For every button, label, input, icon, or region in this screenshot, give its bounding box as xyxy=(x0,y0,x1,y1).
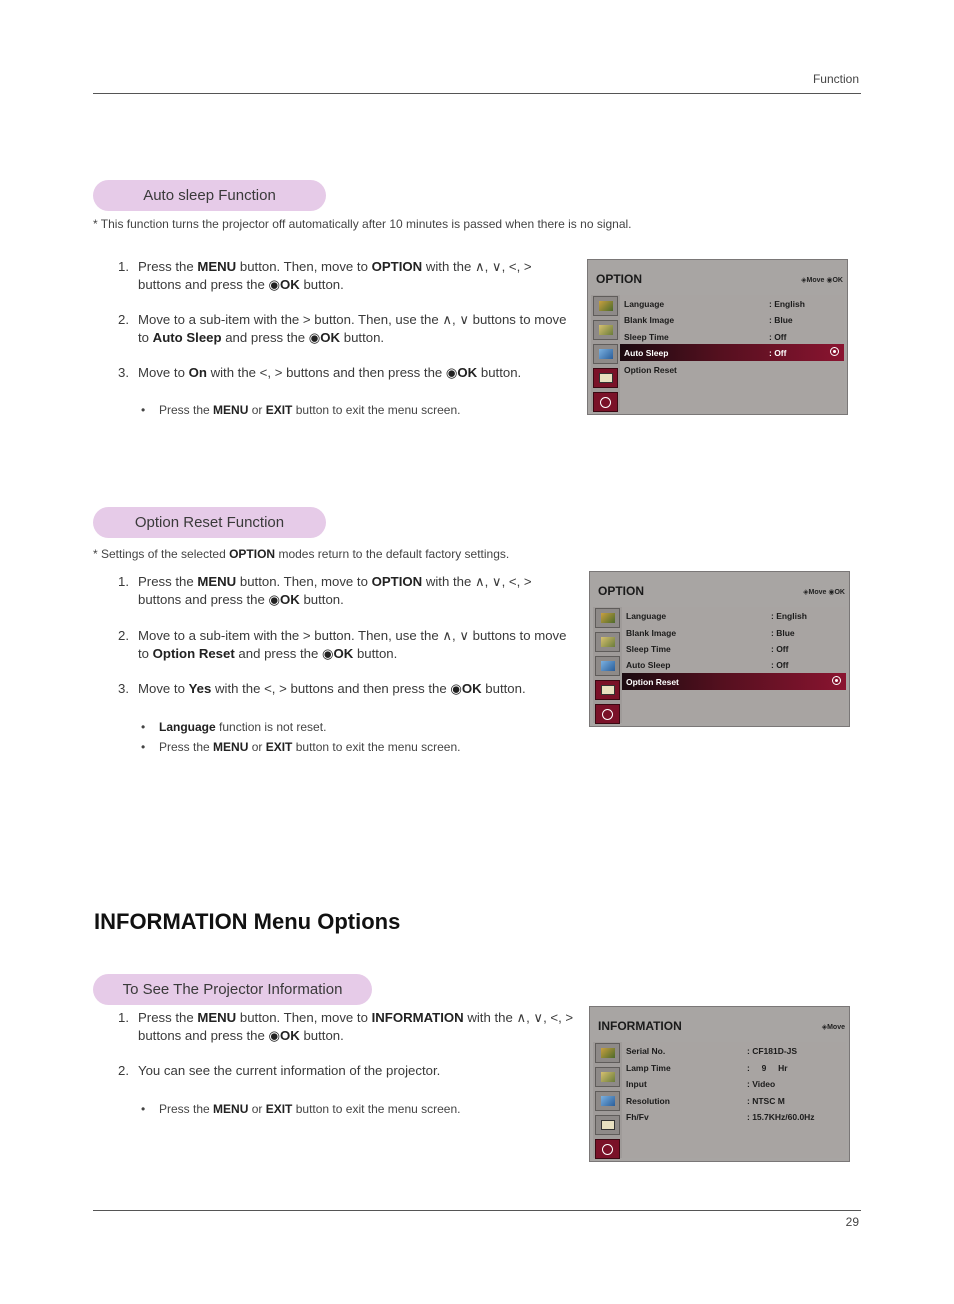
option-icon[interactable] xyxy=(595,1115,620,1135)
information-icon[interactable] xyxy=(593,392,618,412)
osd-title: OPTION xyxy=(596,272,643,286)
option-reset-note: * Settings of the selected OPTION modes return to the default factory settings. xyxy=(93,547,510,561)
information-osd-menu xyxy=(589,1006,850,1162)
osd-row-auto-sleep[interactable]: Auto Sleep : Off xyxy=(620,344,844,361)
auto-sleep-pill: Auto sleep Function xyxy=(93,180,326,211)
option-reset-step-1: 1. Press the MENU button. Then, move to OPTION with the ∧, ∨, <, > buttons and press the ◉OK button. xyxy=(118,574,532,607)
time-icon[interactable] xyxy=(595,1091,620,1111)
header-rule xyxy=(93,93,861,94)
option-icon[interactable] xyxy=(593,368,618,388)
page-number: 29 xyxy=(845,1215,859,1229)
option-icon[interactable] xyxy=(595,680,620,700)
osd-row-blank-image[interactable]: Blank Image : Blue xyxy=(624,315,793,325)
option-reset-step-3: 3. Move to Yes with the <, > buttons and then press the ◉OK button. xyxy=(118,681,526,696)
osd-row-fh-fv: Fh/Fv : 15.7KHz/60.0Hz xyxy=(626,1112,815,1122)
picture-icon[interactable] xyxy=(595,1043,620,1063)
information-step-2: 2. You can see the current information of the projector. xyxy=(118,1063,441,1078)
osd-row-option-reset[interactable]: Option Reset xyxy=(622,673,846,690)
screen-icon[interactable] xyxy=(595,1067,620,1087)
option-reset-step-2: 2. Move to a sub-item with the > button. Then, use the ∧, ∨ buttons to move to Option Reset and press the ◉OK button. xyxy=(118,628,567,661)
osd-row-lamp-time: Lamp Time : 9 Hr xyxy=(626,1063,788,1073)
osd-nav-hint: ◈Move xyxy=(821,1024,845,1031)
osd-row-sleep-time[interactable]: Sleep Time : Off xyxy=(624,332,787,342)
information-step-1: 1. Press the MENU button. Then, move to INFORMATION with the ∧, ∨, <, > buttons and press the ◉OK button. xyxy=(118,1010,574,1043)
osd-title: INFORMATION xyxy=(598,1019,682,1033)
information-icon[interactable] xyxy=(595,704,620,724)
ok-icon xyxy=(832,676,841,685)
auto-sleep-note: * This function turns the projector off automatically after 10 minutes is passed when there is no signal. xyxy=(93,217,632,231)
information-section-title: INFORMATION Menu Options xyxy=(94,909,401,934)
section-header: Function xyxy=(812,72,859,86)
osd-row-serial-no: Serial No. : CF181D-JS xyxy=(626,1046,798,1056)
option-reset-bullet-1: • Language function is not reset. xyxy=(141,720,327,734)
screen-icon[interactable] xyxy=(595,632,620,652)
osd-title: OPTION xyxy=(598,584,645,598)
footer-rule xyxy=(93,1210,861,1211)
auto-sleep-step-1: 1. Press the MENU button. Then, move to OPTION with the ∧, ∨, <, > buttons and press the ◉OK button. xyxy=(118,259,532,292)
osd-row-option-reset[interactable]: Option Reset xyxy=(624,365,677,375)
information-bullet: • Press the MENU or EXIT button to exit the menu screen. xyxy=(141,1102,461,1116)
osd-nav-hint: ◈Move ◉OK xyxy=(803,589,845,596)
osd-row-resolution: Resolution : NTSC M xyxy=(626,1096,785,1106)
osd-row-auto-sleep[interactable]: Auto Sleep : Off xyxy=(626,660,789,670)
information-icon[interactable] xyxy=(595,1139,620,1159)
ok-icon xyxy=(830,347,839,356)
screen-icon[interactable] xyxy=(593,320,618,340)
auto-sleep-step-3: 3. Move to On with the <, > buttons and then press the ◉OK button. xyxy=(118,365,522,380)
option-reset-osd-menu xyxy=(589,571,850,727)
option-reset-pill: Option Reset Function xyxy=(93,507,326,538)
osd-nav-hint: ◈Move ◉OK xyxy=(801,277,843,284)
information-pill: To See The Projector Information xyxy=(93,974,372,1005)
time-icon[interactable] xyxy=(593,344,618,364)
osd-row-blank-image[interactable]: Blank Image : Blue xyxy=(626,628,795,638)
picture-icon[interactable] xyxy=(595,608,620,628)
picture-icon[interactable] xyxy=(593,296,618,316)
auto-sleep-bullet: • Press the MENU or EXIT button to exit the menu screen. xyxy=(141,403,461,417)
option-reset-bullet-2: • Press the MENU or EXIT button to exit the menu screen. xyxy=(141,740,461,754)
osd-row-language[interactable]: Language : English xyxy=(624,299,805,309)
osd-row-input: Input : Video xyxy=(626,1079,776,1089)
time-icon[interactable] xyxy=(595,656,620,676)
osd-row-sleep-time[interactable]: Sleep Time : Off xyxy=(626,644,789,654)
auto-sleep-step-2: 2. Move to a sub-item with the > button. Then, use the ∧, ∨ buttons to move to Auto Sleep and press the ◉OK button. xyxy=(118,312,567,345)
auto-sleep-osd-menu xyxy=(587,259,848,415)
osd-row-language[interactable]: Language : English xyxy=(626,611,807,621)
